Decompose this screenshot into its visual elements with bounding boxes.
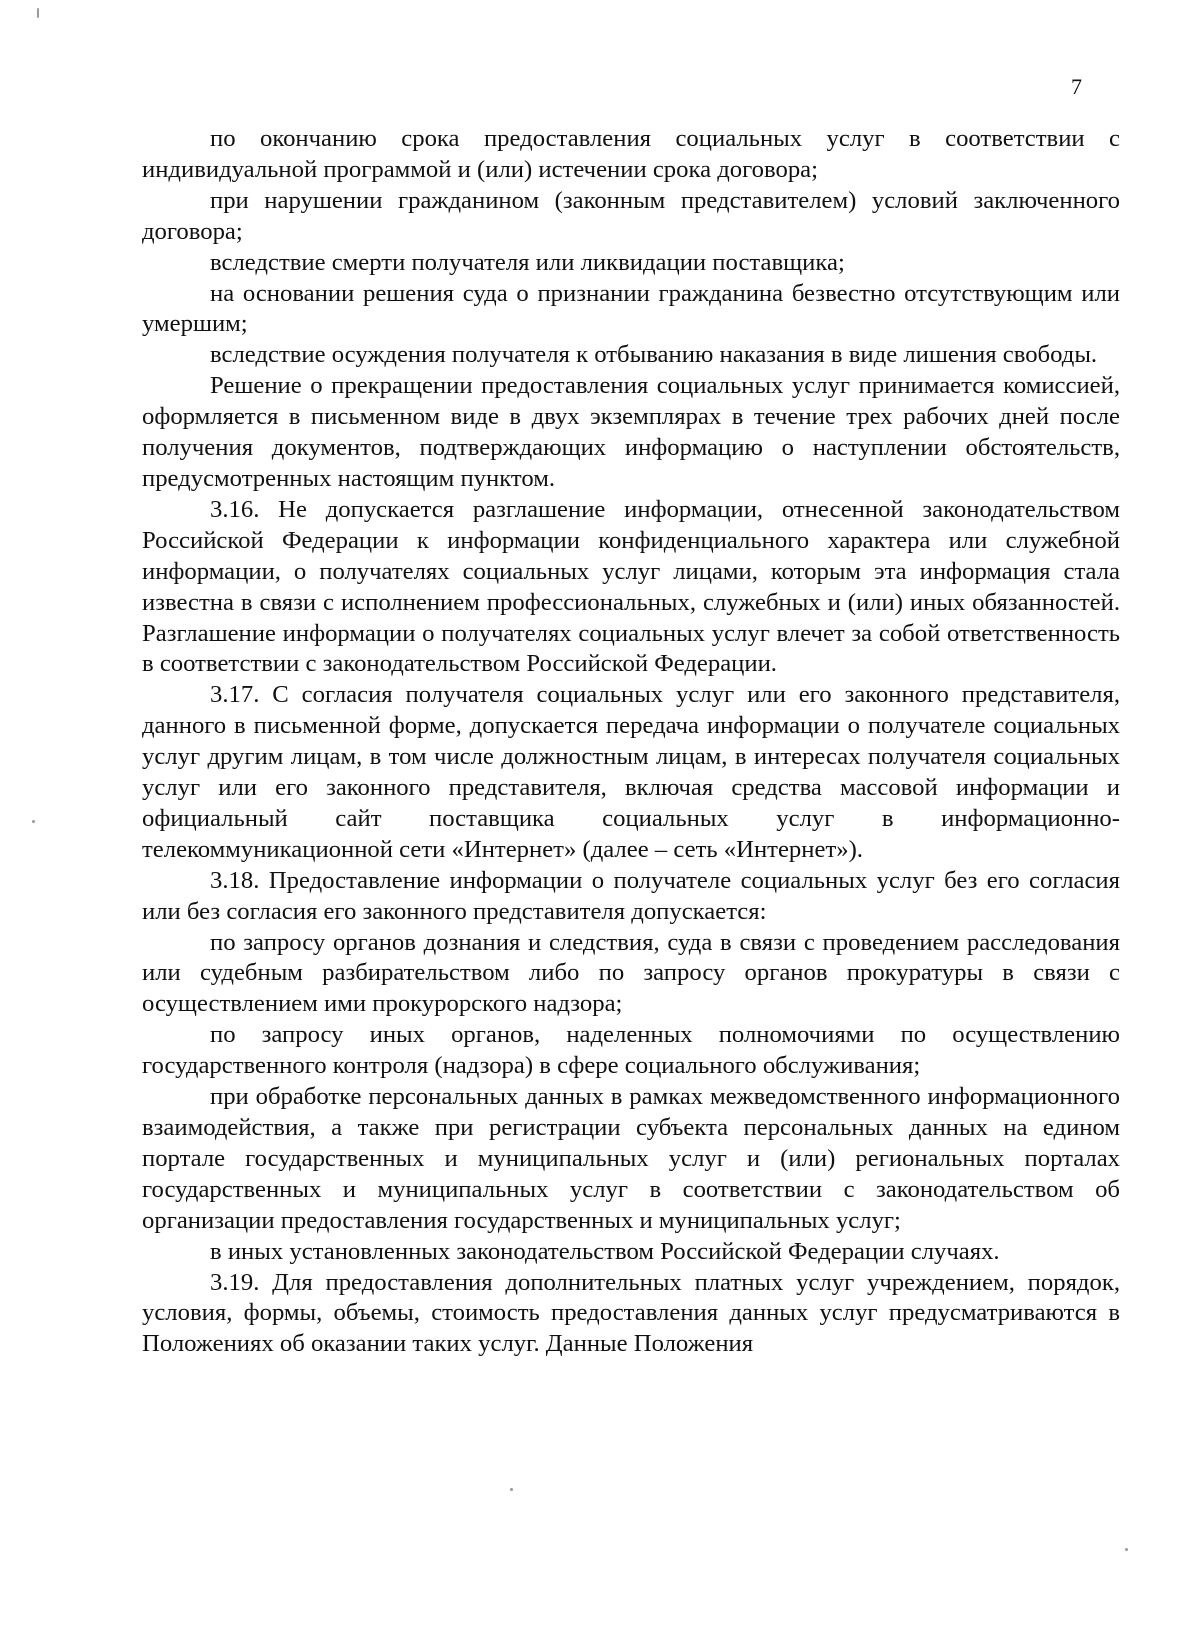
paragraph-termination-conviction: вследствие осуждения получателя к отбыванию наказания в виде лишения свободы. [210, 341, 1098, 369]
paragraph-3-19: 3.19. Для предоставления дополнительных платных услуг учреждением, порядок, условия, формы, объемы, стоимость предоставления данных услуг предусматриваются в Положениях об оказании таких услуг. Данные Положения [142, 1268, 1120, 1358]
paragraph-termination-violation: при нарушении гражданином (законным представителем) условий заключенного договора; [142, 186, 1120, 245]
paragraph-termination-court-decision: на основании решения суда о признании гражданина безвестно отсутствующим или умершим; [142, 279, 1120, 338]
paragraph-disclosure-personal-data: при обработке персональных данных в рамках межведомственного информационного взаимодействия, а также при регистрации субъекта персональных данных на едином портале государственных и муниципальных услуг и (или) региональных порталах государственных и муниципальных услуг в соответствии с законодательством об организации предоставления государственных и муниципальных услуг; [142, 1083, 1120, 1234]
paragraph-disclosure-investigation: по запросу органов дознания и следствия, суда в связи с проведением расследования или судебным разбирательством либо по запросу органов прокуратуры в связи с осуществлением ими прокурорского надзора; [142, 928, 1120, 1018]
page-number: 7 [1071, 74, 1082, 99]
scan-speck [1125, 1548, 1128, 1551]
paragraph-termination-decision: Решение о прекращении предоставления социальных услуг принимается комиссией, оформляется в письменном виде в двух экземплярах в течение трех рабочих дней после получения документов, подтверждающих информацию о наступлении обстоятельств, предусмотренных настоящим пунктом. [142, 372, 1120, 492]
paragraph-termination-death: вследствие смерти получателя или ликвидации поставщика; [210, 248, 845, 276]
paragraph-termination-program-end: по окончанию срока предоставления социальных услуг в соответствии с индивидуальной программой и (или) истечении срока договора; [142, 125, 1120, 183]
paragraph-3-17: 3.17. С согласия получателя социальных услуг или его законного представителя, данного в письменной форме, допускается передача информации о получателе социальных услуг другим лицам, в том числе должностным лицам, в интересах получателя социальных услуг или его законного представителя, включая средства массовой информации и официальный сайт поставщика социальных услуг в информационно-телекоммуникационной сети «Интернет» (далее – сеть «Интернет»). [142, 681, 1120, 863]
document-body [142, 124, 1120, 1360]
scan-speck [510, 1488, 513, 1491]
paragraph-disclosure-other-cases: в иных установленных законодательством Российской Федерации случаях. [210, 1237, 1000, 1265]
scan-speck [32, 820, 35, 823]
paragraph-3-16: 3.16. Не допускается разглашение информации, отнесенной законодательством Российской Федерации к информации конфиденциального характера или служебной информации, о получателях социальных услуг лицами, которым эта информация стала известна в связи с исполнением профессиональных, служебных и (или) иных обязанностей. Разглашение информации о получателях социальных услуг влечет за собой ответственность в соответствии с законодательством Российской Федерации. [142, 495, 1120, 678]
scan-speck [37, 8, 39, 18]
paragraph-disclosure-control: по запросу иных органов, наделенных полномочиями по осуществлению государственного контроля (надзора) в сфере социального обслуживания; [142, 1021, 1120, 1080]
paragraph-3-18: 3.18. Предоставление информации о получателе социальных услуг без его согласия или без согласия его законного представителя допускается: [142, 866, 1120, 925]
